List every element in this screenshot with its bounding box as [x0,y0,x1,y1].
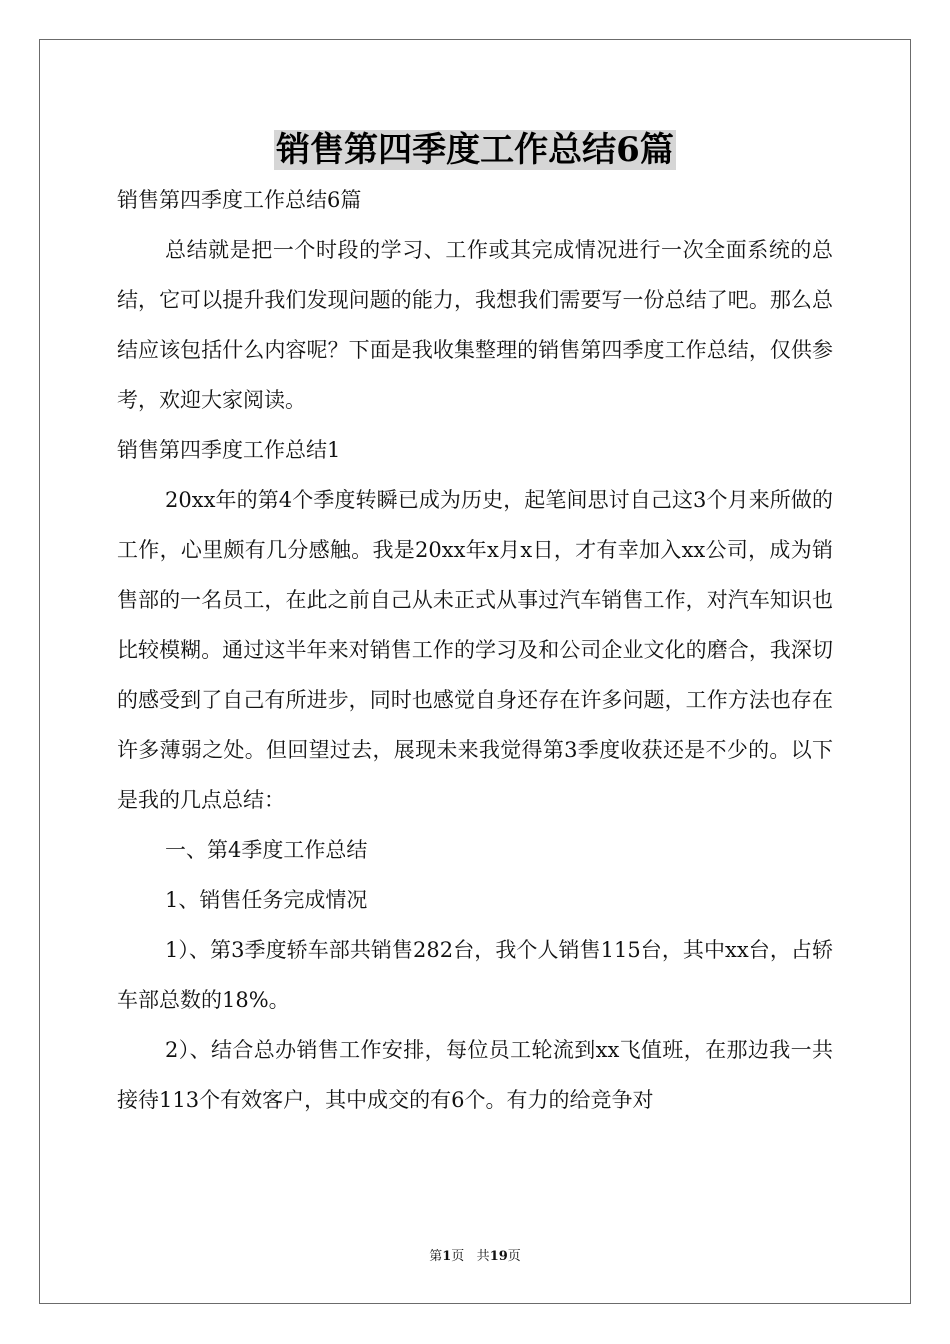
body-paragraph: 20xx年的第4个季度转瞬已成为历史，起笔间思讨自己这3个月来所做的工作，心里颇有几分感触。我是20xx年x月x日，才有幸加入xx公司，成为销售部的一名员工，在此之前自己从未正式从事过汽车销售工作，对汽车知识也比较模糊。通过这半年来对销售工作的学习及和公司企业文化的磨合，我深切的感受到了自己有所进步，同时也感觉自身还存在许多问题，工作方法也存在许多薄弱之处。但回望过去，展现未来我觉得第3季度收获还是不少的。以下是我的几点总结： [117,488,833,812]
page-footer [0,1245,950,1264]
point-paragraph-1: 1）、第3季度轿车部共销售282台，我个人销售115台，其中xx台，占轿车部总数的18%。 [117,938,833,1012]
total-pages: 19 [489,1249,508,1264]
page-prefix: 第 [429,1249,443,1264]
item-heading: 一、第4季度工作总结 [165,838,368,862]
page-suffix: 页 [451,1249,465,1264]
sub-heading: 1、销售任务完成情况 [165,888,368,912]
document-title [0,127,950,173]
total-prefix: 共 [476,1249,490,1264]
page-number: 1 [442,1249,452,1264]
section-heading: 销售第四季度工作总结1 [117,438,341,462]
point-paragraph-2: 2）、结合总办销售工作安排，每位员工轮流到xx飞值班，在那边我一共接待113个有效客户，其中成交的有6个。有力的给竞争对 [117,1038,833,1112]
document-body [117,175,833,1125]
total-suffix: 页 [507,1249,521,1264]
document-title-text: 销售第四季度工作总结6篇 [276,130,674,170]
intro-paragraph: 总结就是把一个时段的学习、工作或其完成情况进行一次全面系统的总结，它可以提升我们发现问题的能力，我想我们需要写一份总结了吧。那么总结应该包括什么内容呢？下面是我收集整理的销售第四季度工作总结，仅供参考，欢迎大家阅读。 [117,238,833,412]
subtitle: 销售第四季度工作总结6篇 [117,188,362,212]
